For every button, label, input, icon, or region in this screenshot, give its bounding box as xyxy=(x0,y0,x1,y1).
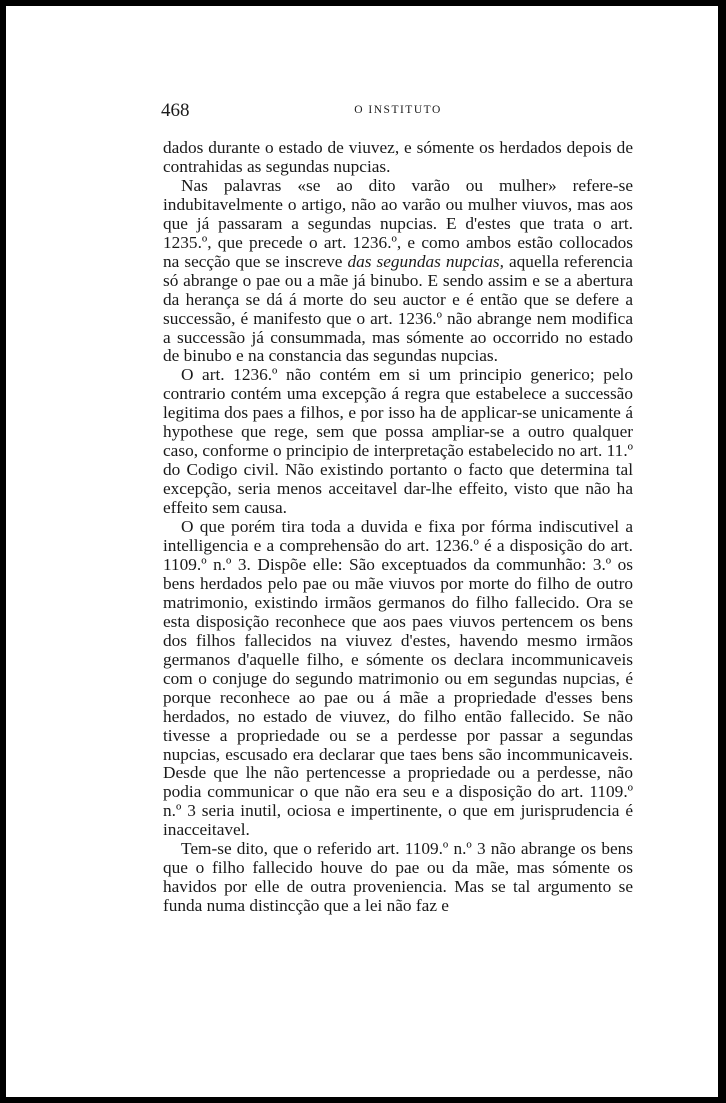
page-number: 468 xyxy=(161,100,190,121)
paragraph-3: O art. 1236.º não contém em si um principio generico; pelo contrario contém uma excepção á regra que estabelece a successão legitima dos paes a filhos, e por isso ha de applicar-se unicamente á hypothese que rege, sem que possa ampliar-se a outro qualquer caso, conforme o principio de interpretação estabelecido no art. 11.º do Codigo civil. Não existindo portanto o facto que determina tal excepção, seria menos acceitavel dar-lhe effeito, visto que não ha effeito sem causa. xyxy=(163,365,633,518)
paragraph-4: O que porém tira toda a duvida e fixa por fórma indiscutivel a intelligencia e a comprehensão do art. 1236.º é a disposição do art. 1109.º n.º 3. Dispõe elle: São exceptuados da communhão: 3.º os bens herdados pelo pae ou mãe viuvos por morte do filho de outro matrimonio, existindo irmãos germanos do filho fallecido. Ora se esta disposição reconhece que aos paes viuvos pertencem os bens dos filhos fallecidos na viuvez d'estes, havendo mesmo irmãos germanos d'aquelle filho, e sómente os declara incommunicaveis com o conjuge do segundo matrimonio ou em segundas nupcias, é porque reconhece ao pae ou á mãe a propriedade d'esses bens herdados, no estado de viuvez, do filho então fallecido. Se não tivesse a propriedade ou se a perdesse por passar a segundas nupcias, escusado era declarar que taes bens são incommunicaveis. Desde que lhe não pertencesse a propriedade ou a perdesse, não podia communicar o que não era seu e a disposição do art. 1109.º n.º 3 seria inutil, ociosa e impertinente, o que em jurisprudencia é inacceitavel. xyxy=(163,517,633,840)
running-title: O INSTITUTO xyxy=(354,104,442,116)
paragraph-1: dados durante o estado de viuvez, e sómente os herdados depois de contrahidas as segundas nupcias. xyxy=(163,138,633,176)
paragraph-5: Tem-se dito, que o referido art. 1109.º n.º 3 não abrange os bens que o filho fallecido houve do pae ou da mãe, mas sómente os havidos por elle de outra proveniencia. Mas se tal argumento se funda numa distincção que a lei não faz e xyxy=(163,839,633,916)
book-page xyxy=(6,6,718,1097)
paragraph-2-text-end: aquella referencia só abrange o pae ou a mãe já binubo. E sendo assim e se a abertura da herança se dá á morte do seu auctor e é então que se defere a successão, é manifesto que o art. 1236.º não abrange nem modifica a successão já consummada, mas sómente ao occorrido no estado de binubo e na constancia das segundas nupcias. xyxy=(163,251,633,366)
body-text xyxy=(163,139,633,916)
paragraph-2-text-start: Nas palavras «se ao dito varão ou mulher» refere-se indubitavelmente o artigo, não ao varão ou mulher viuvos, mas aos que já passaram a segundas nupcias. E d'estes que trata o art. 1235.º, que precede o art. 1236.º, e como ambos estão collocados na secção que se inscreve xyxy=(163,175,633,271)
page-header xyxy=(161,100,635,126)
paragraph-2 xyxy=(163,177,633,367)
section-title-reference: das segundas nupcias, xyxy=(347,251,504,271)
